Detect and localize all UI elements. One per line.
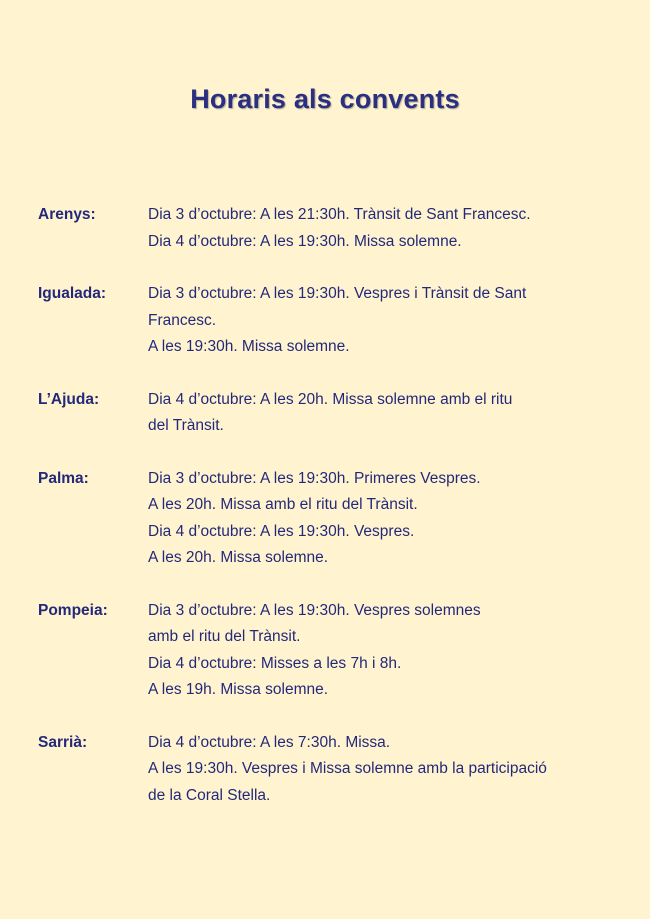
schedule-line: Dia 3 d’octubre: A les 21:30h. Trànsit de Sant Francesc. (148, 206, 531, 223)
schedule-line: del Trànsit. (148, 417, 224, 434)
schedule-line: Dia 3 d’octubre: A les 19:30h. Vespres i Trànsit de Sant (148, 285, 527, 302)
schedule-line: A les 19:30h. Vespres i Missa solemne amb la participació (148, 760, 547, 777)
place-name: Arenys: (38, 206, 96, 223)
place-name: Sarrià: (38, 733, 88, 751)
schedule-line: Francesc. (148, 311, 217, 329)
schedule-line: A les 19:30h. Missa solemne. (148, 338, 350, 355)
place-name: Pompeia: (38, 601, 108, 619)
schedule-line: A les 19h. Missa solemne. (148, 681, 329, 698)
schedule-line: Dia 3 d’octubre: A les 19:30h. Primeres Vespres. (148, 469, 481, 487)
schedule-line: Dia 4 d’octubre: A les 19:30h. Missa solemne. (148, 232, 462, 250)
schedule-line: de la Coral Stella. (148, 786, 271, 804)
place-name: Palma: (38, 469, 89, 487)
schedule-line: amb el ritu del Trànsit. (148, 628, 301, 645)
schedule-entry-lajuda (38, 387, 618, 440)
schedule-entry-arenys (38, 202, 618, 255)
schedule-lines (148, 281, 618, 361)
place-name: Igualada: (38, 285, 107, 302)
schedule-entry-sarria (38, 730, 618, 810)
schedule-line: Dia 4 d’octubre: Misses a les 7h i 8h. (148, 654, 402, 672)
schedule-line: Dia 4 d’octubre: A les 20h. Missa solemne amb el ritu (148, 390, 513, 408)
schedule-line: Dia 3 d’octubre: A les 19:30h. Vespres solemnes (148, 601, 481, 619)
schedule-entry-pompeia (38, 598, 618, 704)
schedule-list (38, 202, 618, 835)
schedule-line: Dia 4 d’octubre: A les 19:30h. Vespres. (148, 522, 415, 540)
schedule-lines (148, 202, 618, 255)
page-title: Horaris als convents (190, 84, 460, 114)
schedule-line: A les 20h. Missa solemne. (148, 549, 329, 566)
schedule-lines (148, 387, 618, 440)
schedule-line: A les 20h. Missa amb el ritu del Trànsit. (148, 496, 418, 513)
schedule-lines (148, 730, 618, 810)
place-name: L’Ajuda: (38, 390, 100, 408)
schedule-entry-igualada (38, 281, 618, 361)
schedule-line: Dia 4 d’octubre: A les 7:30h. Missa. (148, 733, 391, 751)
schedule-lines (148, 598, 618, 704)
schedule-entry-palma (38, 466, 618, 572)
schedule-lines (148, 466, 618, 572)
